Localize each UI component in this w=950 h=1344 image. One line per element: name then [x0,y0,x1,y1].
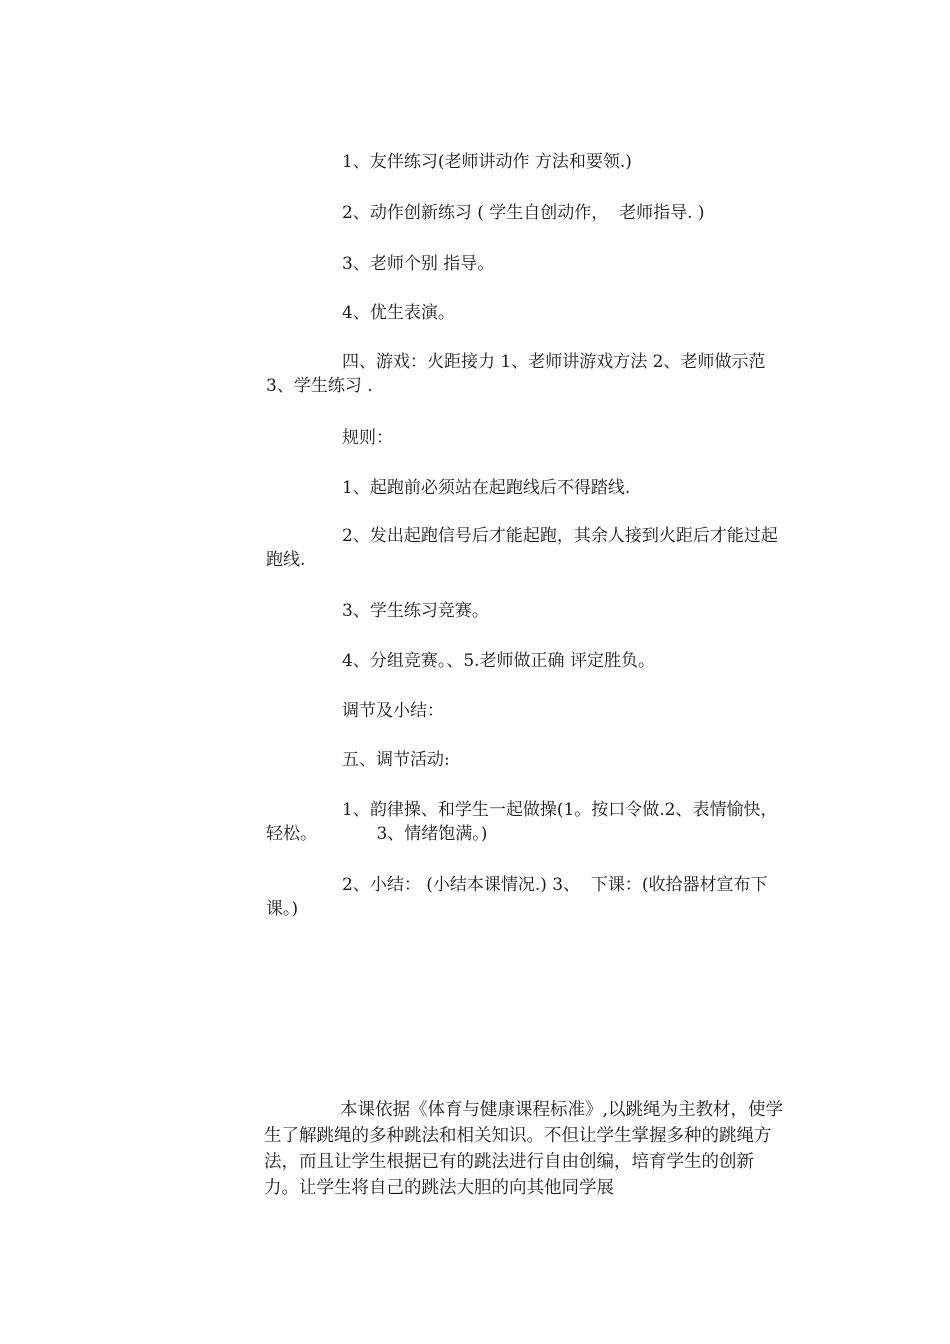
paragraph-rule-4: 4、分组竞赛。、5.老师做正确 评定胜负。 [342,651,655,671]
paragraph-course-description: 本课依据《体育与健康课程标准》,以跳绳为主教材，使学生了解跳绳的多种跳法和相关知识。不但让学生掌握多种的跳绳方法，而且让学生根据已有的跳法进行自由创编，培育学生的创新力。让学生将自己的跳法大胆的向其他同学展 [264,1100,784,1198]
paragraph-rule-1: 1、起跑前必须站在起跑线后不得踏线. [342,478,631,498]
paragraph-partner-practice: 1、友伴练习(老师讲动作 方法和要领.) [342,152,632,172]
paragraph-rhythm-exercise: 1、韵律操、和学生一起做操(1。按口令做.2、表情愉快， 轻松。 3、情绪饱满。) [266,800,783,844]
paragraph-game-relay: 四、游戏：火距接力 1、老师讲游戏方法 2、老师做示范 3、学生练习 . [266,352,771,396]
paragraph-adjust-summary-heading: 调节及小结： [342,701,444,721]
paragraph-summary-dismiss: 2、小结： (小结本课情况.) 3、 下课：(收拾器材宣布下课。) [266,875,768,919]
paragraph-rule-2: 2、发出起跑信号后才能起跑，其余人接到火距后才能过起跑线. [266,526,778,570]
paragraph-student-demo: 4、优生表演。 [342,303,455,323]
paragraph-rule-3: 3、学生练习竞赛。 [342,601,489,621]
paragraph-section-five: 五、调节活动: [342,750,450,770]
paragraph-rules-heading: 规则： [342,428,393,448]
paragraph-creative-practice: 2、动作创新练习 ( 学生自创动作， 老师指导. ) [342,203,705,223]
paragraph-individual-guidance: 3、老师个别 指导。 [342,254,495,274]
